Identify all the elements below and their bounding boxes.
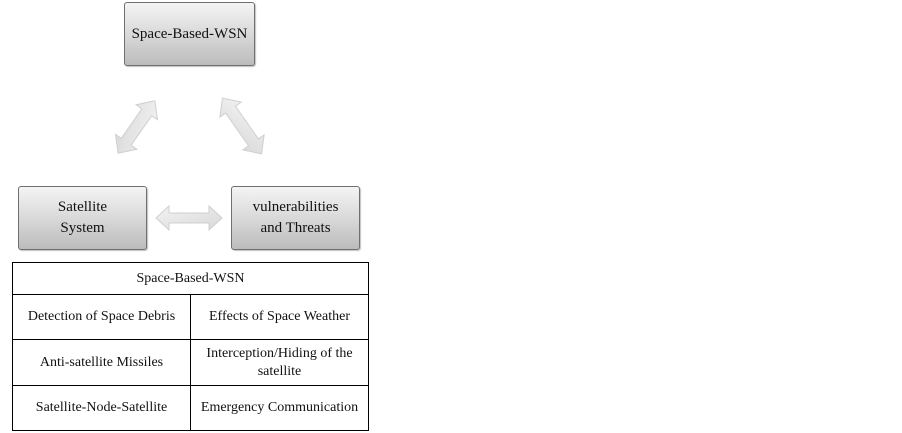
table-cell: Satellite-Node-Satellite <box>13 385 191 430</box>
table-cell: Emergency Communication <box>191 385 369 430</box>
table-cell: Anti-satellite Missiles <box>13 340 191 385</box>
table-header: Space-Based-WSN <box>13 263 369 295</box>
table-cell: Effects of Space Weather <box>191 295 369 340</box>
table-row <box>13 385 369 430</box>
arrow-top-right <box>212 91 272 162</box>
table-cell: Interception/Hiding of the satellite <box>191 340 369 385</box>
wsn-table <box>12 262 369 431</box>
table-cell: Detection of Space Debris <box>13 295 191 340</box>
arrow-left-right <box>156 206 222 230</box>
table-row <box>13 295 369 340</box>
node-satellite-system: Satellite System <box>18 186 147 250</box>
table-header-row <box>13 263 369 295</box>
arrow-top-left <box>107 93 165 160</box>
table-row <box>13 340 369 385</box>
node-space-based-wsn: Space-Based-WSN <box>124 2 255 66</box>
node-vulnerabilities-threats: vulnerabilities and Threats <box>231 186 360 250</box>
